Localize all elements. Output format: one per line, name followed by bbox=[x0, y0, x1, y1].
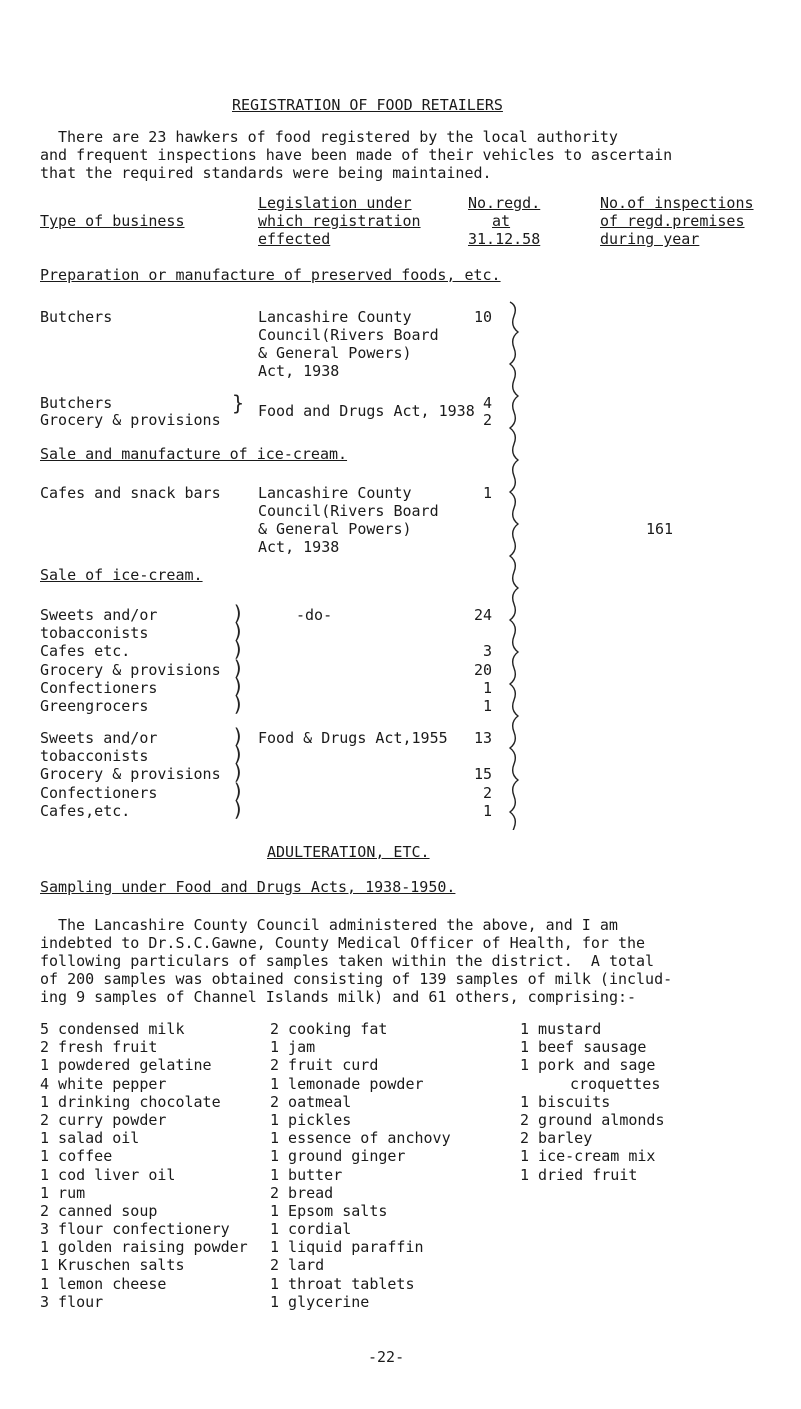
bracket-glyph: ) ) ) ) ) bbox=[232, 724, 245, 821]
paragraph-line: following particulars of samples taken within the district. A total bbox=[40, 952, 655, 970]
sample-item: 1 coffee bbox=[40, 1147, 113, 1166]
sample-item: 3 flour confectionery bbox=[40, 1220, 230, 1239]
registered-count bbox=[440, 747, 492, 765]
business-type: Cafes,etc. bbox=[40, 801, 131, 820]
business-type: Sweets and/or bbox=[40, 606, 158, 624]
business-type: Grocery & provisions bbox=[40, 660, 221, 679]
registered-count: 1 bbox=[482, 484, 492, 502]
sample-item: 2 lard bbox=[270, 1256, 325, 1275]
sample-item: 1 mustard bbox=[520, 1020, 602, 1038]
sample-item: 2 ground almonds bbox=[520, 1110, 665, 1129]
sample-item: 2 bread bbox=[270, 1183, 334, 1202]
paragraph-line: The Lancashire County Council administered the above, and I am bbox=[58, 916, 618, 934]
bracket-glyph: ) ) ) ) ) ) bbox=[232, 601, 245, 717]
business-type-list bbox=[40, 729, 221, 820]
inspections-total: 161 bbox=[646, 520, 674, 538]
business-type: Butchers bbox=[40, 308, 113, 326]
registered-count: 2 bbox=[482, 783, 492, 802]
paragraph-line: indebted to Dr.S.C.Gawne, County Medical Officer of Health, for the bbox=[40, 934, 646, 952]
header-number: 31.12.58 bbox=[468, 230, 541, 248]
page-title: REGISTRATION OF FOOD RETAILERS bbox=[232, 96, 503, 114]
sample-item: 1 lemonade powder bbox=[270, 1074, 424, 1093]
intro-line: and frequent inspections have been made of their vehicles to ascertain bbox=[40, 146, 673, 164]
large-bracket bbox=[500, 300, 540, 830]
sample-item: 1 dried fruit bbox=[520, 1165, 638, 1184]
paragraph-line: of 200 samples was obtained consisting of 139 samples of milk (includ- bbox=[40, 970, 673, 988]
registered-count: 1 bbox=[482, 801, 492, 820]
business-type: Butchers bbox=[40, 394, 113, 412]
business-type-list bbox=[40, 606, 221, 715]
sample-item: 1 beef sausage bbox=[520, 1038, 647, 1057]
legislation-text: Food & Drugs Act,1955 bbox=[258, 729, 448, 747]
registered-count: 4 bbox=[482, 394, 492, 412]
section-subtitle: Sampling under Food and Drugs Acts, 1938-1950. bbox=[40, 878, 456, 896]
sample-item: 1 butter bbox=[270, 1165, 343, 1184]
sample-item: 2 canned soup bbox=[40, 1201, 158, 1220]
registered-count: 3 bbox=[482, 642, 492, 661]
registered-count: 1 bbox=[482, 678, 492, 697]
registered-count: 24 bbox=[473, 606, 492, 624]
legislation-text: Lancashire County bbox=[258, 308, 412, 326]
header-number: No.regd. bbox=[468, 194, 541, 212]
business-type: Confectioners bbox=[40, 678, 158, 697]
sample-item: 1 ground ginger bbox=[270, 1147, 406, 1166]
header-inspections: during year bbox=[600, 230, 700, 248]
sample-item: 2 curry powder bbox=[40, 1110, 167, 1129]
registered-count: 20 bbox=[473, 660, 492, 679]
samples-column-2 bbox=[270, 1020, 451, 1311]
registered-count: 10 bbox=[473, 308, 492, 326]
sample-item: 1 pork and sage bbox=[520, 1056, 656, 1075]
legislation-text: Lancashire County bbox=[258, 484, 412, 502]
sample-item: 2 fresh fruit bbox=[40, 1038, 158, 1057]
registered-count: 1 bbox=[482, 696, 492, 715]
page-number: -22- bbox=[368, 1348, 405, 1366]
sample-item: 1 rum bbox=[40, 1183, 86, 1202]
header-inspections: of regd.premises bbox=[600, 212, 745, 230]
section-heading: Sale of ice-cream. bbox=[40, 566, 203, 584]
sample-item: 1 cordial bbox=[270, 1220, 352, 1239]
legislation-text: Act, 1938 bbox=[258, 538, 340, 556]
business-type: Grocery & provisions bbox=[40, 411, 221, 429]
intro-line: There are 23 hawkers of food registered by the local authority bbox=[58, 128, 618, 146]
sample-item: 3 flour bbox=[40, 1292, 104, 1311]
sample-item: 1 salad oil bbox=[40, 1129, 140, 1148]
intro-line: that the required standards were being maintained. bbox=[40, 164, 492, 182]
sample-item: 1 jam bbox=[270, 1038, 316, 1057]
sample-item: 1 glycerine bbox=[270, 1292, 370, 1311]
section-heading: Sale and manufacture of ice-cream. bbox=[40, 445, 348, 463]
section-heading: Preparation or manufacture of preserved foods, etc. bbox=[40, 266, 501, 284]
registered-count: 13 bbox=[473, 729, 492, 747]
registered-count: 2 bbox=[482, 411, 492, 429]
sample-item: 1 golden raising powder bbox=[40, 1238, 248, 1257]
legislation-text: & General Powers) bbox=[258, 344, 412, 362]
legislation-text: Act, 1938 bbox=[258, 362, 340, 380]
count-list bbox=[440, 606, 492, 715]
sample-item: 1 throat tablets bbox=[270, 1274, 415, 1293]
legislation-text: -do- bbox=[296, 606, 333, 624]
sample-item: 1 powdered gelatine bbox=[40, 1056, 212, 1075]
legislation-text: Food and Drugs Act, 1938 bbox=[258, 402, 475, 420]
legislation-text: Council(Rivers Board bbox=[258, 326, 439, 344]
sample-item: 1 biscuits bbox=[520, 1092, 611, 1111]
sample-item: 1 Kruschen salts bbox=[40, 1256, 185, 1275]
header-legislation: which registration bbox=[258, 212, 421, 230]
paragraph-line: ing 9 samples of Channel Islands milk) and 61 others, comprising:- bbox=[40, 988, 637, 1006]
legislation-text: & General Powers) bbox=[258, 520, 412, 538]
section-title: ADULTERATION, ETC. bbox=[267, 843, 430, 861]
registered-count: 15 bbox=[473, 765, 492, 784]
sample-item: 2 cooking fat bbox=[270, 1020, 388, 1038]
sample-item: 1 drinking chocolate bbox=[40, 1092, 221, 1111]
sample-item: 1 Epsom salts bbox=[270, 1201, 388, 1220]
sample-item: 1 ice-cream mix bbox=[520, 1147, 656, 1166]
header-legislation: effected bbox=[258, 230, 331, 248]
sample-item: 2 barley bbox=[520, 1129, 593, 1148]
samples-column-3 bbox=[520, 1020, 665, 1184]
business-type: Cafes and snack bars bbox=[40, 484, 221, 502]
header-number: at bbox=[492, 212, 511, 230]
sample-item: 1 essence of anchovy bbox=[270, 1129, 451, 1148]
sample-item: 1 cod liver oil bbox=[40, 1165, 176, 1184]
sample-item: 1 lemon cheese bbox=[40, 1274, 167, 1293]
sample-item: 2 fruit curd bbox=[270, 1056, 379, 1075]
business-type: Cafes etc. bbox=[40, 642, 131, 661]
business-type: tobacconists bbox=[40, 624, 149, 643]
sample-item: 5 condensed milk bbox=[40, 1020, 185, 1038]
sample-item: 1 pickles bbox=[270, 1110, 352, 1129]
business-type: Confectioners bbox=[40, 783, 158, 802]
bracket-glyph: } bbox=[232, 391, 245, 415]
business-type: Sweets and/or bbox=[40, 729, 158, 747]
header-legislation: Legislation under bbox=[258, 194, 412, 212]
business-type: tobacconists bbox=[40, 747, 149, 766]
registered-count bbox=[440, 624, 492, 642]
sample-item: 1 liquid paraffin bbox=[270, 1238, 424, 1257]
business-type: Grocery & provisions bbox=[40, 765, 221, 784]
count-list bbox=[440, 729, 492, 820]
business-type: Greengrocers bbox=[40, 696, 149, 715]
legislation-text: Council(Rivers Board bbox=[258, 502, 439, 520]
header-inspections: No.of inspections bbox=[600, 194, 754, 212]
header-type: Type of business bbox=[40, 212, 185, 230]
sample-item: 2 oatmeal bbox=[270, 1092, 352, 1111]
samples-column-1 bbox=[40, 1020, 248, 1311]
sample-item: 4 white pepper bbox=[40, 1074, 167, 1093]
sample-item: croquettes bbox=[552, 1074, 661, 1093]
